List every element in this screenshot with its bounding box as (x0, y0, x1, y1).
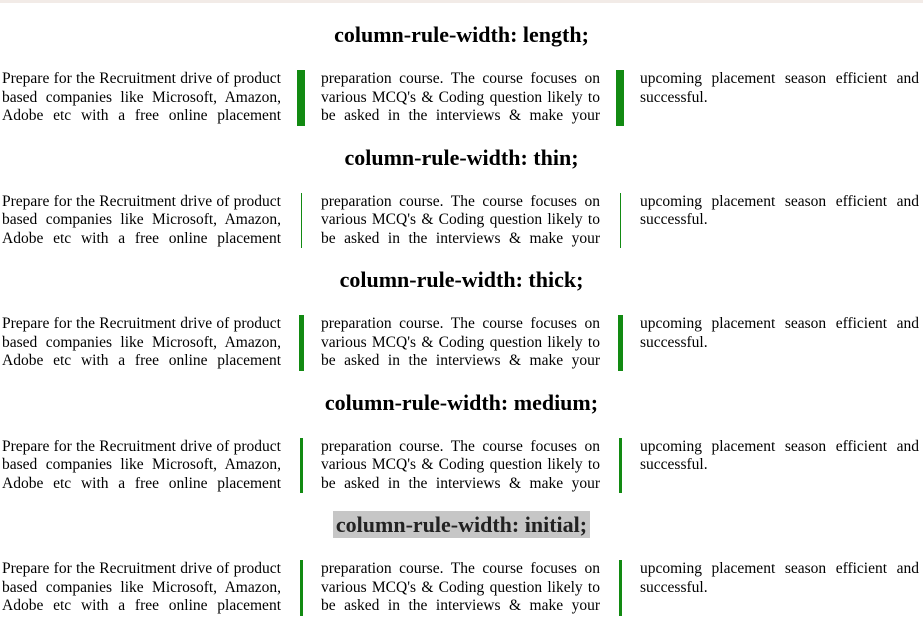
heading-text: column-rule-width: medium; (324, 389, 599, 415)
section-thick (0, 268, 923, 371)
top-edge-strip (0, 0, 923, 3)
section-medium (0, 391, 923, 494)
three-column-paragraph: Prepare for the Recruitment drive of product based companies like Microsoft, Amazon, Adobe etc with a free online placement preparation course. The course focuses on various MCQ's & Coding question likely to be asked in the interviews & make your upcoming placement season efficient and successful. (2, 437, 919, 492)
section-thin (0, 146, 923, 249)
three-column-paragraph: Prepare for the Recruitment drive of product based companies like Microsoft, Amazon, Adobe etc with a free online placement preparation course. The course focuses on various MCQ's & Coding question likely to be asked in the interviews & make your upcoming placement season efficient and successful. (2, 560, 919, 614)
section-length (0, 23, 923, 126)
section-heading (0, 513, 923, 537)
heading-text: column-rule-width: length; (334, 22, 589, 47)
section-initial (0, 513, 923, 616)
section-heading (0, 146, 923, 170)
heading-text: column-rule-width: thin; (344, 144, 579, 170)
three-column-paragraph: Prepare for the Recruitment drive of product based companies like Microsoft, Amazon, Adobe etc with a free online placement preparation course. The course focuses on various MCQ's & Coding question likely to be asked in the interviews & make your upcoming placement season efficient and successful. (2, 192, 919, 247)
section-heading (0, 23, 923, 47)
section-heading (0, 391, 923, 415)
three-column-paragraph: Prepare for the Recruitment drive of product based companies like Microsoft, Amazon, Adobe etc with a free online placement preparation course. The course focuses on various MCQ's & Coding question likely to be asked in the interviews & make your upcoming placement season efficient and successful. (2, 315, 919, 369)
heading-text: column-rule-width: thick; (339, 267, 584, 292)
heading-text: column-rule-width: initial; (333, 511, 590, 538)
three-column-paragraph: Prepare for the Recruitment drive of product based companies like Microsoft, Amazon, Adobe etc with a free online placement preparation course. The course focuses on various MCQ's & Coding question likely to be asked in the interviews & make your upcoming placement season efficient and successful. (2, 70, 919, 124)
section-heading (0, 268, 923, 292)
